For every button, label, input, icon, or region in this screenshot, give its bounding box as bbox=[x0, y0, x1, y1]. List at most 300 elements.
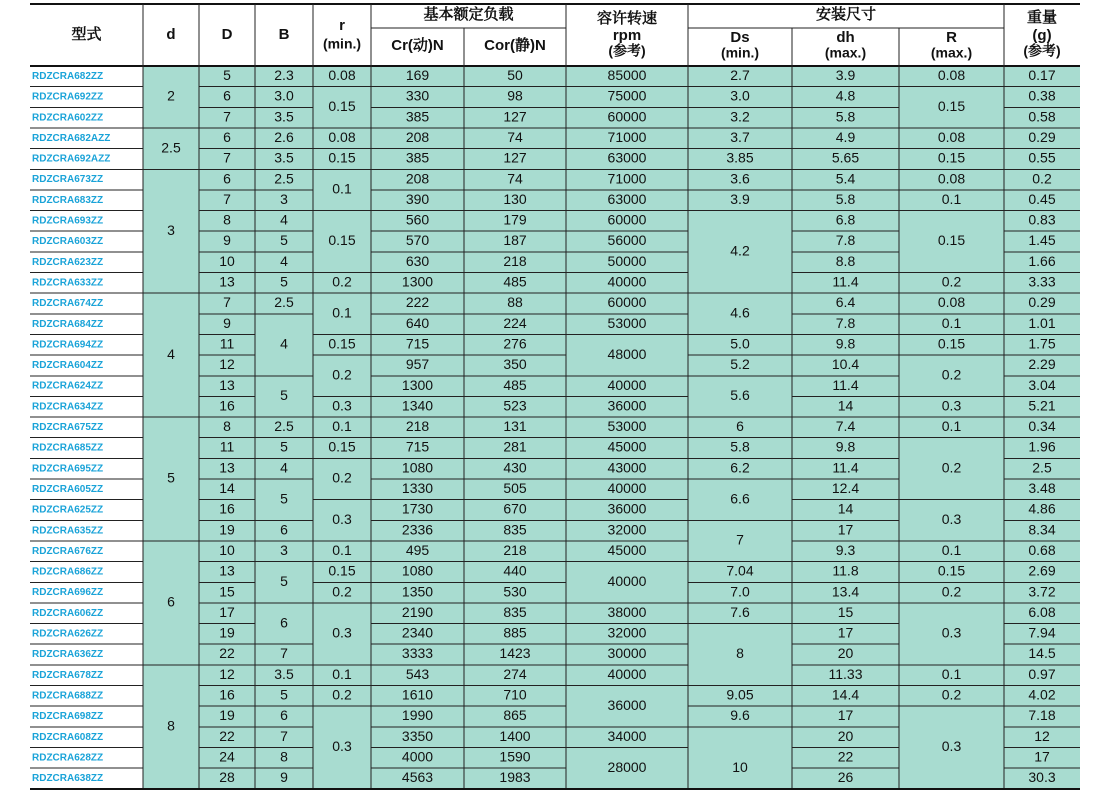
header-rated-load: 基本额定负载 bbox=[423, 5, 514, 23]
cell-B: 8 bbox=[280, 748, 288, 765]
cell-dh: 17 bbox=[837, 521, 854, 538]
cell-cr: 390 bbox=[405, 190, 430, 207]
cell-cor: 710 bbox=[503, 686, 527, 703]
cell-ds: 6.2 bbox=[730, 459, 750, 476]
cell-cor: 1983 bbox=[499, 769, 531, 786]
cell-D: 7 bbox=[223, 108, 231, 125]
cell-weight: 1.45 bbox=[1028, 232, 1056, 249]
cell-cor: 523 bbox=[503, 397, 527, 414]
cell-cr: 560 bbox=[405, 211, 430, 228]
cell-dh: 5.4 bbox=[835, 170, 856, 187]
model-code: RDZCRA625ZZ bbox=[32, 504, 104, 516]
cell-B: 4 bbox=[280, 335, 288, 352]
model-code: RDZCRA624ZZ bbox=[32, 380, 104, 392]
model-code: RDZCRA683ZZ bbox=[32, 194, 104, 206]
cell-cor: 218 bbox=[503, 541, 527, 558]
model-code: RDZCRA686ZZ bbox=[32, 566, 104, 578]
cell-speed: 40000 bbox=[607, 273, 647, 290]
cell-B: 6 bbox=[280, 614, 288, 631]
cell-D: 7 bbox=[223, 149, 231, 166]
cell-D: 7 bbox=[223, 294, 231, 311]
model-code: RDZCRA638ZZ bbox=[32, 773, 104, 785]
cell-B: 7 bbox=[280, 727, 288, 744]
model-code: RDZCRA693ZZ bbox=[32, 215, 104, 227]
cell-dh: 12.4 bbox=[831, 480, 860, 497]
cell-D: 11 bbox=[219, 335, 235, 352]
cell-d: 5 bbox=[167, 469, 175, 486]
cell-R: 0.15 bbox=[937, 98, 966, 115]
cell-D: 24 bbox=[219, 748, 235, 765]
cell-r: 0.15 bbox=[328, 232, 356, 249]
cell-weight: 14.5 bbox=[1028, 645, 1056, 662]
cell-weight: 17 bbox=[1034, 748, 1050, 765]
cell-r: 0.15 bbox=[328, 335, 356, 352]
model-code: RDZCRA606ZZ bbox=[32, 607, 104, 619]
cell-cor: 74 bbox=[507, 128, 523, 145]
cell-r: 0.3 bbox=[332, 624, 352, 641]
cell-R: 0.2 bbox=[941, 273, 962, 290]
cell-B: 3.0 bbox=[274, 87, 294, 104]
cell-weight: 2.29 bbox=[1028, 356, 1056, 373]
cell-speed: 40000 bbox=[607, 480, 647, 497]
cell-B: 3 bbox=[280, 541, 288, 558]
cell-R: 0.3 bbox=[941, 624, 962, 641]
cell-D: 10 bbox=[219, 541, 235, 558]
cell-weight: 0.97 bbox=[1028, 665, 1056, 682]
cell-r: 0.3 bbox=[332, 738, 352, 755]
cell-speed: 40000 bbox=[607, 376, 647, 393]
model-code: RDZCRA635ZZ bbox=[32, 525, 104, 537]
cell-ds: 3.0 bbox=[730, 87, 750, 104]
cell-R: 0.08 bbox=[937, 67, 966, 84]
cell-cor: 127 bbox=[503, 149, 527, 166]
cell-r: 0.3 bbox=[332, 511, 352, 528]
model-code: RDZCRA673ZZ bbox=[32, 174, 104, 186]
cell-D: 28 bbox=[219, 769, 235, 786]
cell-B: 4 bbox=[280, 211, 288, 228]
model-code: RDZCRA682AZZ bbox=[32, 132, 111, 144]
cell-weight: 5.21 bbox=[1028, 397, 1056, 414]
cell-B: 4 bbox=[280, 252, 288, 269]
cell-ds: 5.6 bbox=[730, 387, 750, 404]
cell-B: 2.6 bbox=[274, 128, 294, 145]
cell-r: 0.1 bbox=[332, 665, 352, 682]
cell-D: 13 bbox=[219, 376, 235, 393]
cell-d: 4 bbox=[167, 345, 175, 362]
cell-R: 0.2 bbox=[941, 459, 962, 476]
cell-ds: 9.6 bbox=[730, 707, 750, 724]
cell-B: 2.5 bbox=[274, 418, 294, 435]
cell-weight: 7.18 bbox=[1028, 707, 1056, 724]
header-r: r bbox=[339, 16, 345, 34]
cell-cr: 1990 bbox=[401, 707, 434, 724]
cell-dh: 26 bbox=[837, 769, 854, 786]
cell-weight: 0.58 bbox=[1028, 108, 1056, 125]
cell-R: 0.1 bbox=[941, 314, 962, 331]
cell-weight: 1.66 bbox=[1028, 252, 1056, 269]
header-d: d bbox=[166, 25, 176, 43]
cell-ds: 2.7 bbox=[730, 67, 750, 84]
cell-cor: 88 bbox=[507, 294, 523, 311]
cell-R: 0.08 bbox=[937, 128, 966, 145]
cell-speed: 38000 bbox=[607, 603, 647, 620]
cell-weight: 6.08 bbox=[1028, 603, 1056, 620]
cell-B: 4 bbox=[280, 459, 288, 476]
cell-d: 3 bbox=[167, 221, 175, 238]
cell-speed: 75000 bbox=[607, 87, 647, 104]
model-code: RDZCRA682ZZ bbox=[32, 70, 104, 82]
cell-dh: 9.8 bbox=[835, 335, 856, 352]
cell-dh: 7.8 bbox=[835, 232, 856, 249]
header-dh-max: (max.) bbox=[824, 44, 867, 61]
cell-D: 16 bbox=[219, 686, 235, 703]
cell-cor: 505 bbox=[503, 480, 527, 497]
header-r-min: (min.) bbox=[322, 35, 362, 52]
cell-weight: 0.29 bbox=[1028, 294, 1056, 311]
cell-D: 6 bbox=[223, 128, 231, 145]
cell-D: 11 bbox=[219, 438, 235, 455]
cell-r: 0.3 bbox=[332, 397, 352, 414]
model-code: RDZCRA603ZZ bbox=[32, 236, 104, 248]
cell-cor: 1590 bbox=[499, 748, 531, 765]
cell-r: 0.15 bbox=[328, 149, 356, 166]
header-speed-rpm: rpm bbox=[612, 26, 642, 44]
cell-cr: 2190 bbox=[401, 603, 434, 620]
cell-cor: 1423 bbox=[499, 645, 531, 662]
cell-dh: 14.4 bbox=[831, 686, 860, 703]
cell-ds: 7.04 bbox=[726, 562, 754, 579]
cell-cr: 1300 bbox=[401, 376, 434, 393]
cell-D: 15 bbox=[219, 583, 235, 600]
model-code: RDZCRA602ZZ bbox=[32, 112, 104, 124]
cell-R: 0.1 bbox=[941, 190, 962, 207]
cell-weight: 3.04 bbox=[1028, 376, 1056, 393]
cell-cor: 485 bbox=[503, 376, 527, 393]
model-code: RDZCRA692AZZ bbox=[32, 153, 111, 165]
cell-R: 0.15 bbox=[937, 335, 966, 352]
cell-ds: 10 bbox=[732, 758, 748, 775]
cell-speed: 30000 bbox=[607, 645, 647, 662]
cell-cr: 1610 bbox=[401, 686, 434, 703]
cell-cor: 276 bbox=[503, 335, 527, 352]
cell-R: 0.1 bbox=[941, 418, 962, 435]
cell-cr: 1730 bbox=[401, 500, 434, 517]
model-code: RDZCRA695ZZ bbox=[32, 463, 104, 475]
cell-dh: 22 bbox=[837, 748, 854, 765]
cell-ds: 9.05 bbox=[726, 686, 754, 703]
cell-D: 19 bbox=[219, 521, 235, 538]
cell-speed: 43000 bbox=[607, 459, 647, 476]
header-D: D bbox=[221, 25, 233, 43]
cell-speed: 56000 bbox=[607, 232, 647, 249]
cell-speed: 45000 bbox=[607, 438, 647, 455]
cell-weight: 0.29 bbox=[1028, 128, 1056, 145]
model-code: RDZCRA685ZZ bbox=[32, 442, 104, 454]
cell-ds: 5.8 bbox=[730, 438, 750, 455]
cell-cr: 208 bbox=[405, 128, 430, 145]
cell-dh: 3.9 bbox=[835, 67, 856, 84]
cell-B: 6 bbox=[280, 707, 288, 724]
cell-cr: 222 bbox=[405, 294, 430, 311]
cell-weight: 0.17 bbox=[1028, 67, 1056, 84]
cell-dh: 17 bbox=[837, 707, 854, 724]
cell-B: 3 bbox=[280, 190, 288, 207]
model-code: RDZCRA678ZZ bbox=[32, 669, 104, 681]
cell-weight: 1.75 bbox=[1028, 335, 1056, 352]
cell-speed: 36000 bbox=[607, 397, 647, 414]
model-code: RDZCRA604ZZ bbox=[32, 360, 104, 372]
cell-weight: 0.2 bbox=[1032, 170, 1052, 187]
cell-D: 7 bbox=[223, 190, 231, 207]
cell-speed: 36000 bbox=[607, 696, 647, 713]
cell-R: 0.15 bbox=[937, 562, 966, 579]
cell-speed: 40000 bbox=[607, 665, 647, 682]
cell-B: 2.5 bbox=[274, 170, 294, 187]
model-code: RDZCRA694ZZ bbox=[32, 339, 104, 351]
header-R-max: (max.) bbox=[930, 44, 973, 61]
cell-B: 9 bbox=[280, 769, 288, 786]
cell-speed: 53000 bbox=[607, 314, 647, 331]
cell-ds: 4.2 bbox=[730, 242, 750, 259]
cell-dh: 11.4 bbox=[832, 273, 859, 290]
cell-ds: 6.6 bbox=[730, 490, 750, 507]
cell-D: 16 bbox=[219, 397, 235, 414]
cell-speed: 50000 bbox=[607, 252, 647, 269]
header-ds-min: (min.) bbox=[720, 44, 760, 61]
cell-D: 13 bbox=[219, 562, 235, 579]
cell-r: 0.08 bbox=[328, 128, 356, 145]
cell-cor: 218 bbox=[503, 252, 527, 269]
cell-r: 0.2 bbox=[332, 366, 352, 383]
header-cor: Cor(静)N bbox=[484, 36, 546, 54]
cell-dh: 7.8 bbox=[835, 314, 856, 331]
cell-cor: 130 bbox=[503, 190, 527, 207]
cell-D: 12 bbox=[219, 356, 235, 373]
cell-weight: 4.02 bbox=[1028, 686, 1056, 703]
cell-ds: 7.0 bbox=[730, 583, 750, 600]
cell-B: 3.5 bbox=[274, 149, 294, 166]
header-weight-ref: (参考) bbox=[1023, 42, 1061, 59]
header-cr: Cr(动)N bbox=[391, 36, 444, 54]
cell-cr: 630 bbox=[405, 252, 430, 269]
cell-speed: 48000 bbox=[607, 345, 647, 362]
cell-ds: 7 bbox=[736, 531, 744, 548]
cell-D: 22 bbox=[219, 727, 235, 744]
cell-cr: 1340 bbox=[401, 397, 434, 414]
cell-ds: 8 bbox=[736, 645, 744, 662]
cell-speed: 53000 bbox=[607, 418, 647, 435]
cell-cor: 1400 bbox=[499, 727, 531, 744]
cell-cor: 835 bbox=[503, 603, 527, 620]
cell-cor: 127 bbox=[503, 108, 527, 125]
cell-cr: 2340 bbox=[401, 624, 434, 641]
cell-cr: 385 bbox=[405, 149, 430, 166]
cell-B: 5 bbox=[280, 273, 288, 290]
header-speed-ref: (参考) bbox=[608, 42, 646, 59]
model-code: RDZCRA628ZZ bbox=[32, 752, 104, 764]
cell-B: 5 bbox=[280, 232, 288, 249]
cell-cor: 430 bbox=[503, 459, 527, 476]
cell-D: 13 bbox=[219, 459, 235, 476]
cell-dh: 14 bbox=[837, 500, 854, 517]
cell-R: 0.08 bbox=[937, 294, 966, 311]
cell-cor: 440 bbox=[503, 562, 527, 579]
cell-B: 2.5 bbox=[274, 294, 294, 311]
cell-dh: 17 bbox=[837, 624, 854, 641]
cell-cr: 1080 bbox=[401, 459, 434, 476]
cell-dh: 15 bbox=[837, 603, 854, 620]
cell-speed: 45000 bbox=[607, 541, 647, 558]
cell-cr: 3333 bbox=[401, 645, 434, 662]
cell-r: 0.15 bbox=[328, 562, 356, 579]
cell-cr: 1350 bbox=[401, 583, 434, 600]
cell-R: 0.3 bbox=[941, 738, 962, 755]
cell-speed: 34000 bbox=[607, 727, 647, 744]
cell-r: 0.2 bbox=[332, 583, 352, 600]
cell-dh: 6.4 bbox=[835, 294, 856, 311]
cell-D: 16 bbox=[219, 500, 235, 517]
cell-B: 7 bbox=[280, 645, 288, 662]
cell-cor: 530 bbox=[503, 583, 527, 600]
cell-dh: 11.4 bbox=[832, 459, 859, 476]
cell-d: 2.5 bbox=[161, 139, 181, 156]
cell-cor: 187 bbox=[503, 232, 527, 249]
cell-weight: 0.55 bbox=[1028, 149, 1056, 166]
cell-speed: 32000 bbox=[607, 624, 647, 641]
cell-dh: 6.8 bbox=[835, 211, 856, 228]
cell-speed: 28000 bbox=[607, 758, 647, 775]
cell-B: 2.3 bbox=[274, 67, 294, 84]
cell-D: 19 bbox=[219, 707, 235, 724]
cell-cor: 835 bbox=[503, 521, 527, 538]
model-code: RDZCRA634ZZ bbox=[32, 401, 104, 413]
cell-speed: 40000 bbox=[607, 572, 647, 589]
model-code: RDZCRA675ZZ bbox=[32, 422, 104, 434]
cell-weight: 4.86 bbox=[1028, 500, 1056, 517]
cell-ds: 3.9 bbox=[730, 190, 750, 207]
cell-weight: 0.38 bbox=[1028, 87, 1056, 104]
cell-speed: 36000 bbox=[607, 500, 647, 517]
cell-cr: 1080 bbox=[401, 562, 434, 579]
cell-cr: 208 bbox=[405, 170, 430, 187]
cell-R: 0.1 bbox=[941, 665, 962, 682]
cell-cr: 2336 bbox=[401, 521, 434, 538]
cell-dh: 4.8 bbox=[835, 87, 856, 104]
cell-cr: 4000 bbox=[401, 748, 434, 765]
header-weight: 重量 bbox=[1026, 8, 1058, 26]
cell-B: 3.5 bbox=[274, 665, 294, 682]
cell-r: 0.1 bbox=[332, 304, 352, 321]
cell-R: 0.3 bbox=[941, 511, 962, 528]
cell-cr: 385 bbox=[405, 108, 430, 125]
cell-cor: 885 bbox=[503, 624, 527, 641]
cell-weight: 0.83 bbox=[1028, 211, 1056, 228]
cell-D: 9 bbox=[223, 232, 231, 249]
model-code: RDZCRA688ZZ bbox=[32, 690, 104, 702]
header-mount: 安装尺寸 bbox=[815, 5, 877, 23]
cell-dh: 10.4 bbox=[831, 356, 860, 373]
cell-cr: 169 bbox=[405, 67, 430, 84]
cell-R: 0.1 bbox=[941, 541, 962, 558]
cell-cor: 50 bbox=[507, 67, 523, 84]
cell-D: 9 bbox=[223, 314, 231, 331]
cell-r: 0.1 bbox=[332, 180, 352, 197]
cell-cr: 4563 bbox=[401, 769, 434, 786]
cell-ds: 3.2 bbox=[730, 108, 750, 125]
cell-d: 2 bbox=[167, 87, 175, 104]
cell-cor: 350 bbox=[503, 356, 527, 373]
cell-dh: 5.65 bbox=[831, 149, 860, 166]
cell-B: 5 bbox=[280, 438, 288, 455]
cell-cr: 715 bbox=[405, 335, 430, 352]
cell-cor: 98 bbox=[507, 87, 523, 104]
cell-ds: 3.6 bbox=[730, 170, 750, 187]
cell-R: 0.2 bbox=[941, 366, 962, 383]
header-ds: Ds bbox=[730, 28, 750, 46]
cell-D: 17 bbox=[219, 603, 235, 620]
model-code: RDZCRA684ZZ bbox=[32, 318, 104, 330]
cell-cor: 74 bbox=[507, 170, 523, 187]
cell-cr: 543 bbox=[405, 665, 430, 682]
cell-r: 0.2 bbox=[332, 469, 352, 486]
cell-D: 6 bbox=[223, 87, 231, 104]
cell-weight: 3.33 bbox=[1028, 273, 1056, 290]
cell-dh: 5.8 bbox=[835, 108, 856, 125]
cell-dh: 20 bbox=[837, 727, 854, 744]
cell-r: 0.1 bbox=[332, 541, 352, 558]
cell-weight: 0.34 bbox=[1028, 418, 1056, 435]
cell-weight: 0.45 bbox=[1028, 190, 1056, 207]
cell-speed: 60000 bbox=[607, 211, 647, 228]
cell-cr: 1330 bbox=[401, 480, 434, 497]
cell-r: 0.08 bbox=[328, 67, 356, 84]
model-code: RDZCRA698ZZ bbox=[32, 711, 104, 723]
cell-dh: 9.3 bbox=[835, 541, 856, 558]
model-code: RDZCRA696ZZ bbox=[32, 587, 104, 599]
cell-D: 14 bbox=[219, 480, 235, 497]
cell-ds: 5.0 bbox=[730, 335, 750, 352]
header-model: 型式 bbox=[71, 25, 102, 43]
header-speed: 容许转速 bbox=[596, 9, 658, 27]
model-code: RDZCRA608ZZ bbox=[32, 731, 104, 743]
cell-cr: 640 bbox=[405, 314, 430, 331]
cell-dh: 11.33 bbox=[828, 665, 863, 682]
cell-ds: 3.7 bbox=[730, 128, 750, 145]
cell-dh: 8.8 bbox=[835, 252, 856, 269]
cell-r: 0.15 bbox=[328, 98, 356, 115]
cell-dh: 11.8 bbox=[832, 562, 859, 579]
cell-ds: 7.6 bbox=[730, 603, 750, 620]
cell-dh: 14 bbox=[837, 397, 854, 414]
cell-weight: 30.3 bbox=[1028, 769, 1056, 786]
cell-B: 5 bbox=[280, 686, 288, 703]
cell-dh: 20 bbox=[837, 645, 854, 662]
cell-B: 5 bbox=[280, 572, 288, 589]
cell-cr: 495 bbox=[405, 541, 430, 558]
cell-d: 8 bbox=[167, 717, 175, 734]
cell-cor: 274 bbox=[503, 665, 527, 682]
cell-R: 0.15 bbox=[937, 232, 966, 249]
cell-dh: 4.9 bbox=[835, 128, 856, 145]
cell-weight: 2.5 bbox=[1032, 459, 1052, 476]
cell-weight: 0.68 bbox=[1028, 541, 1056, 558]
cell-cor: 179 bbox=[503, 211, 527, 228]
cell-dh: 5.8 bbox=[835, 190, 856, 207]
cell-D: 8 bbox=[223, 211, 231, 228]
cell-weight: 2.69 bbox=[1028, 562, 1056, 579]
cell-speed: 32000 bbox=[607, 521, 647, 538]
model-code: RDZCRA676ZZ bbox=[32, 545, 104, 557]
